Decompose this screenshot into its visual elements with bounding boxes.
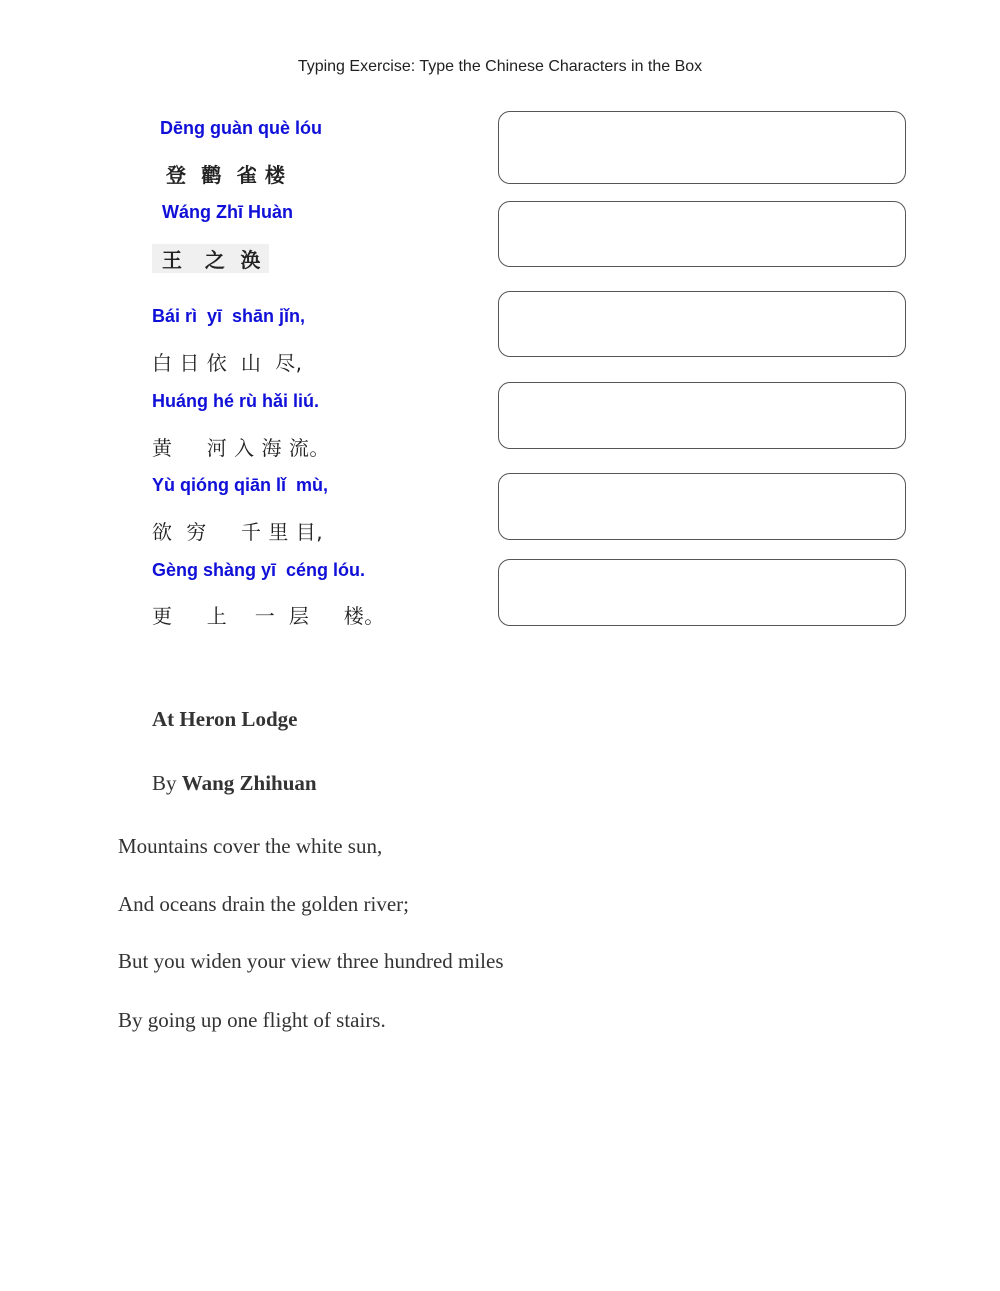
poem-author-pinyin: Wáng Zhī Huàn: [162, 202, 293, 222]
answer-box-title[interactable]: [498, 111, 906, 184]
poem-author-hanzi: 王 之 涣: [152, 244, 269, 273]
line-3-pinyin: Yù qióng qiān lǐ mù,: [152, 475, 328, 495]
translation-line-4: By going up one flight of stairs.: [118, 1008, 386, 1032]
translation-line-2: And oceans drain the golden river;: [118, 892, 409, 916]
line-4-hanzi: 更 上 一 层 楼。: [152, 604, 385, 628]
translation-line-1: Mountains cover the white sun,: [118, 834, 383, 858]
poem-title-pinyin: Dēng guàn què lóu: [160, 118, 322, 138]
poem-title-hanzi: 登 鹳 雀 楼: [166, 163, 286, 187]
translation-byline: [152, 771, 317, 796]
line-4-pinyin: Gèng shàng yī céng lóu.: [152, 560, 366, 580]
line-1-hanzi: 白 日 依 山 尽,: [152, 351, 303, 375]
answer-box-line-3[interactable]: [498, 473, 906, 540]
byline-prefix: By: [152, 771, 177, 795]
line-1-pinyin: Bái rì yī shān jǐn,: [152, 306, 306, 326]
translation-title: At Heron Lodge: [152, 707, 298, 731]
line-2-pinyin: Huáng hé rù hǎi liú.: [152, 391, 320, 411]
answer-box-author[interactable]: [498, 201, 906, 267]
answer-box-line-4[interactable]: [498, 559, 906, 626]
byline-author: Wang Zhihuan: [181, 771, 317, 795]
line-2-hanzi: 黄 河 入 海 流。: [152, 436, 330, 460]
page-title: Typing Exercise: Type the Chinese Characters in the Box: [297, 58, 703, 75]
answer-box-line-2[interactable]: [498, 382, 906, 449]
answer-box-line-1[interactable]: [498, 291, 906, 357]
line-3-hanzi: 欲 穷 千 里 目,: [152, 520, 324, 544]
translation-line-3: But you widen your view three hundred miles: [118, 949, 504, 973]
